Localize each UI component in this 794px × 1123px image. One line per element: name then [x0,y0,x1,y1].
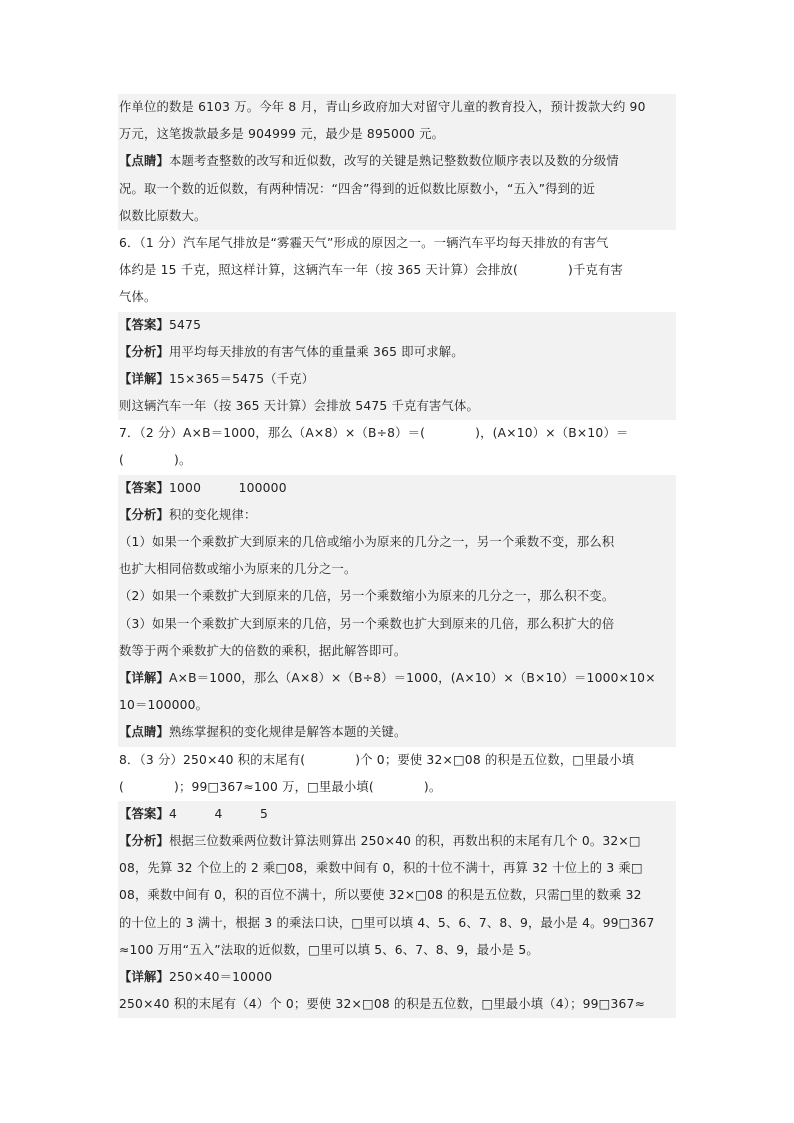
text-line [118,719,676,746]
text-line [118,366,676,393]
line-text: 本题考查整数的改写和近似数，改写的关键是熟记整数数位顺序表以及数的分级情 [169,154,619,169]
text-line [118,937,676,964]
section-tag: 【点睛】 [119,725,169,740]
line-text: （2）如果一个乘数扩大到原来的几倍，另一个乘数缩小为原来的几分之一，那么积不变。 [119,589,615,604]
line-text: （1）如果一个乘数扩大到原来的几倍或缩小为原来的几分之一，另一个乘数不变，那么积 [119,535,615,549]
section-tag: 【分析】 [119,507,169,522]
text-line [118,148,676,175]
text-line [118,692,676,719]
line-text: 7．（2 分）A×B＝1000，那么（A×8）×（B÷8）＝( )，(A×10）×（B×10）＝ [119,426,629,441]
line-text: 250×40 积的末尾有（4）个 0；要使 32×□08 的积是五位数，□里最小填（4）；99□367≈ [119,997,646,1012]
text-line [118,801,676,828]
line-text: 体约是 15 千克，照这样计算，这辆汽车一年（按 365 天计算）会排放( )千克有害 [119,263,623,278]
text-line [118,393,676,420]
text-line [118,339,676,366]
text-line [118,420,676,447]
line-text: ( )；99□367≈100 万，□里最小填( )。 [119,779,442,794]
line-text: 10＝100000。 [119,698,209,713]
text-line [118,855,676,882]
line-text: 万元，这笔拨款最多是 904999 元，最少是 895000 元。 [119,127,445,142]
section-tag: 【详解】 [119,371,169,386]
section-tag: 【分析】 [119,834,169,849]
text-line [118,475,676,502]
text-line [118,312,676,339]
section-tag: 【答案】 [119,317,169,332]
text-line [118,882,676,909]
section-tag: 【详解】 [119,970,169,984]
text-line [118,828,676,855]
line-text: 数等于两个乘数扩大的倍数的乘积，据此解答即可。 [119,643,407,658]
text-line [118,230,676,257]
line-text: 08，乘数中间有 0，积的百位不满十，所以要使 32×□08 的积是五位数，只需□里的数乘 32 [119,888,642,903]
line-text: 1000 100000 [169,480,287,495]
text-line [118,257,676,284]
text-line [118,611,676,638]
line-text: 用平均每天排放的有害气体的重量乘 365 即可求解。 [169,344,464,359]
text-line [118,774,676,801]
text-line [118,964,676,991]
line-text: 气体。 [119,290,157,305]
line-text: 4 4 5 [169,806,269,821]
text-line [118,638,676,665]
line-text: 似数比原数大。 [119,208,207,223]
line-text: 根据三位数乘两位数计算法则算出 250×40 的积，再数出积的末尾有几个 0。32×□ [169,834,641,849]
line-text: 况。取一个数的近似数，有两种情况：“四舍”得到的近似数比原数小，“五入”得到的近 [119,181,596,196]
line-text: 6．（1 分）汽车尾气排放是“雾霾天气”形成的原因之一。一辆汽车平均每天排放的有害气 [119,235,609,250]
line-text: ≈100 万用“五入”法取的近似数，□里可以填 5、6、7、8、9，最小是 5。 [119,942,539,957]
line-text: 的十位上的 3 满十，根据 3 的乘法口诀，□里可以填 4、5、6、7、8、9，最小是 4。99□367 [119,915,655,930]
line-text: （3）如果一个乘数扩大到原来的几倍，另一个乘数也扩大到原来的几倍，那么积扩大的倍 [119,616,615,631]
text-line [118,910,676,937]
text-line [118,556,676,583]
text-line [118,203,676,230]
text-line [118,284,676,311]
line-text: 08，先算 32 个位上的 2 乘□08，乘数中间有 0，积的十位不满十，再算 32 十位上的 3 乘□ [119,861,643,876]
line-text: 5475 [169,317,202,332]
text-line [118,176,676,203]
line-text: 则这辆汽车一年（按 365 天计算）会排放 5475 千克有害气体。 [119,399,480,414]
section-tag: 【答案】 [119,480,169,495]
section-tag: 【详解】 [119,670,169,685]
line-text: 熟练掌握积的变化规律是解答本题的关键。 [169,725,407,740]
line-text: 250×40＝10000 [169,970,273,984]
text-line [118,583,676,610]
section-tag: 【分析】 [119,344,169,359]
line-text: 积的变化规律： [169,507,257,522]
line-text: ( )。 [119,453,192,468]
line-text: 8．（3 分）250×40 积的末尾有( )个 0；要使 32×□08 的积是五位数，□里最小填 [119,752,635,767]
line-text: 也扩大相同倍数或缩小为原来的几分之一。 [119,562,357,577]
text-line [118,121,676,148]
text-line [118,502,676,529]
text-line [118,94,676,121]
text-line [118,665,676,692]
line-text: 15×365＝5475（千克） [169,371,315,386]
document-body [118,94,676,1018]
text-line [118,529,676,556]
text-line [118,991,676,1018]
text-line [118,747,676,774]
line-text: 作单位的数是 6103 万。今年 8 月，青山乡政府加大对留守儿童的教育投入，预计拨款大约 90 [119,100,646,114]
section-tag: 【点睛】 [119,154,169,169]
line-text: A×B＝1000，那么（A×8）×（B÷8）＝1000，(A×10）×（B×10）＝1000×10× [169,670,656,685]
section-tag: 【答案】 [119,806,169,821]
text-line [118,447,676,474]
